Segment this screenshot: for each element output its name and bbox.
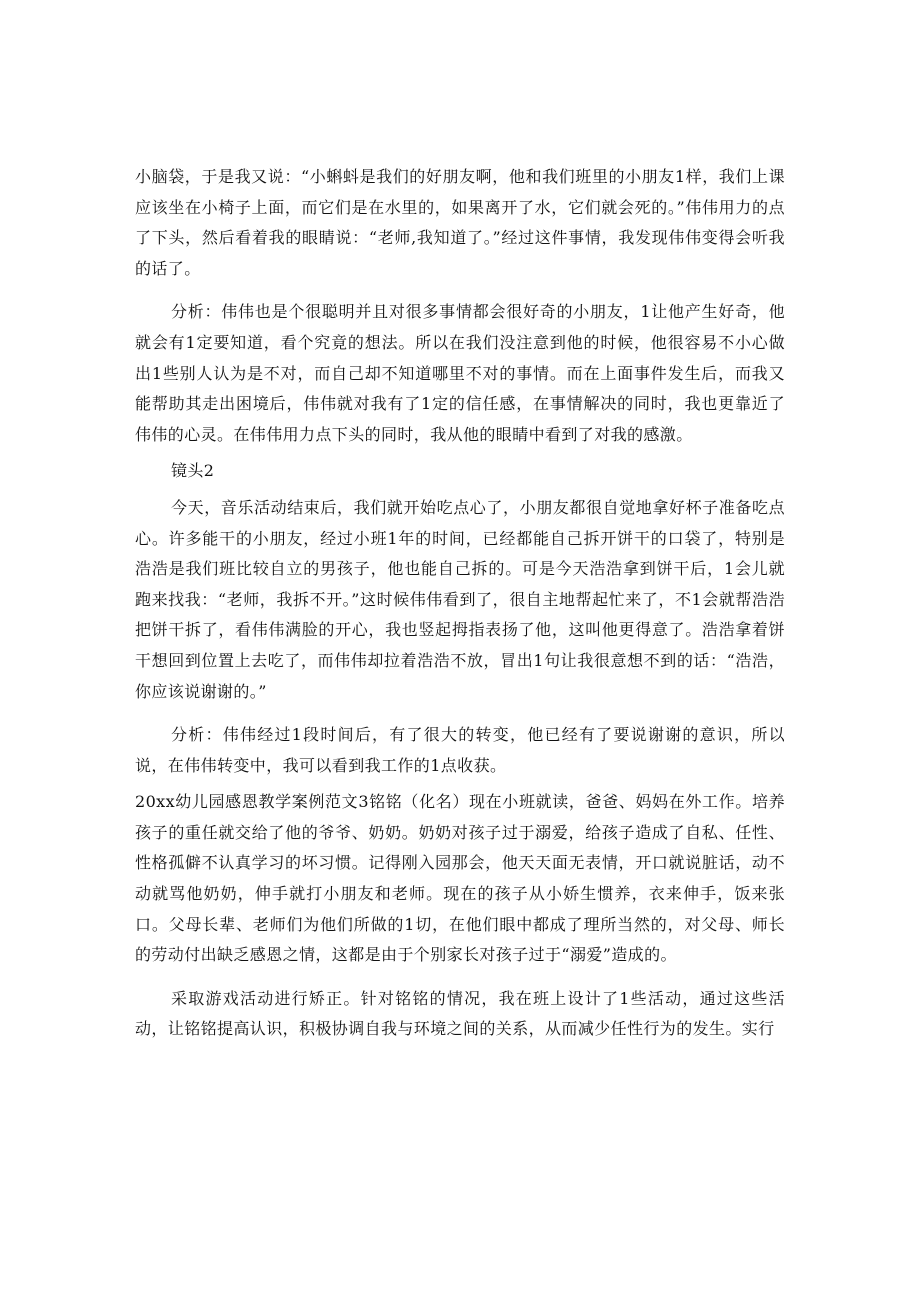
paragraph-analysis-2: 分析：伟伟经过1段时间后，有了很大的转变，他已经有了要说谢谢的意识，所以说，在伟伟转变中，我可以看到我工作的1点收获。 — [135, 725, 785, 775]
paragraph-example-3: 20xx幼儿园感恩教学案例范文3铭铭（化名）现在小班就读，爸爸、妈妈在外工作。培养孩子的重任就交给了他的爷爷、奶奶。奶奶对孩子过于溺爱，给孩子造成了自私、任性、性格孤僻不认真学习的坏习惯。记得刚入园那会，他天天面无表情，开口就说脏话，动不动就骂他奶奶，伸手就打小朋友和老师。现在的孩子从小娇生惯养，衣来伸手，饭来张口。父母长辈、老师们为他们所做的1切，在他们眼中都成了理所当然的，对父母、师长的劳动付出缺乏感恩之情，这都是由于个别家长对孩子过于“溺爱”造成的。 — [135, 792, 785, 965]
paragraph-scene-2: 今天，音乐活动结束后，我们就开始吃点心了，小朋友都很自觉地拿好杯子准备吃点心。许多能干的小朋友，经过小班1年的时间，已经都能自己拆开饼干的口袋了，特别是浩浩是我们班比较自立的男孩子，他也能自己拆的。可是今天浩浩拿到饼干后，1会儿就跑来找我：“老师，我拆不开。”这时候伟伟看到了，很自主地帮起忙来了，不1会就帮浩浩把饼干拆了，看伟伟满脸的开心，我也竖起拇指表扬了他，这叫他更得意了。浩浩拿着饼干想回到位置上去吃了，而伟伟却拉着浩浩不放，冒出1句让我很意想不到的话：“浩浩，你应该说谢谢的。” — [135, 497, 785, 701]
paragraph-correction: 采取游戏活动进行矫正。针对铭铭的情况，我在班上设计了1些活动，通过这些活动，让铭铭提高认识，积极协调自我与环境之间的关系，从而减少任性行为的发生。实行 — [135, 988, 785, 1039]
section-heading-scene-2: 镜头2 — [171, 461, 215, 481]
paragraph-analysis-1: 分析：伟伟也是个很聪明并且对很多事情都会很好奇的小朋友，1让他产生好奇，他就会有1定要知道，看个究竟的想法。所以在我们没注意到他的时候，他很容易不小心做出1些别人认为是不对，而自己却不知道哪里不对的事情。而在上面事件发生后，而我又能帮助其走出困境后，伟伟就对我有了1定的信任感，在事情解决的同时，我也更靠近了伟伟的心灵。在伟伟用力点下头的同时，我从他的眼睛中看到了对我的感激。 — [135, 302, 785, 444]
paragraph-story-continuation: 小脑袋，于是我又说：“小蝌蚪是我们的好朋友啊，他和我们班里的小朋友1样，我们上课应该坐在小椅子上面，而它们是在水里的，如果离开了水，它们就会死的。”伟伟用力的点了下头，然后看着我的眼睛说：“老师,我知道了。”经过这件事情，我发现伟伟变得会听我的话了。 — [135, 167, 785, 278]
document-page — [135, 162, 785, 1045]
